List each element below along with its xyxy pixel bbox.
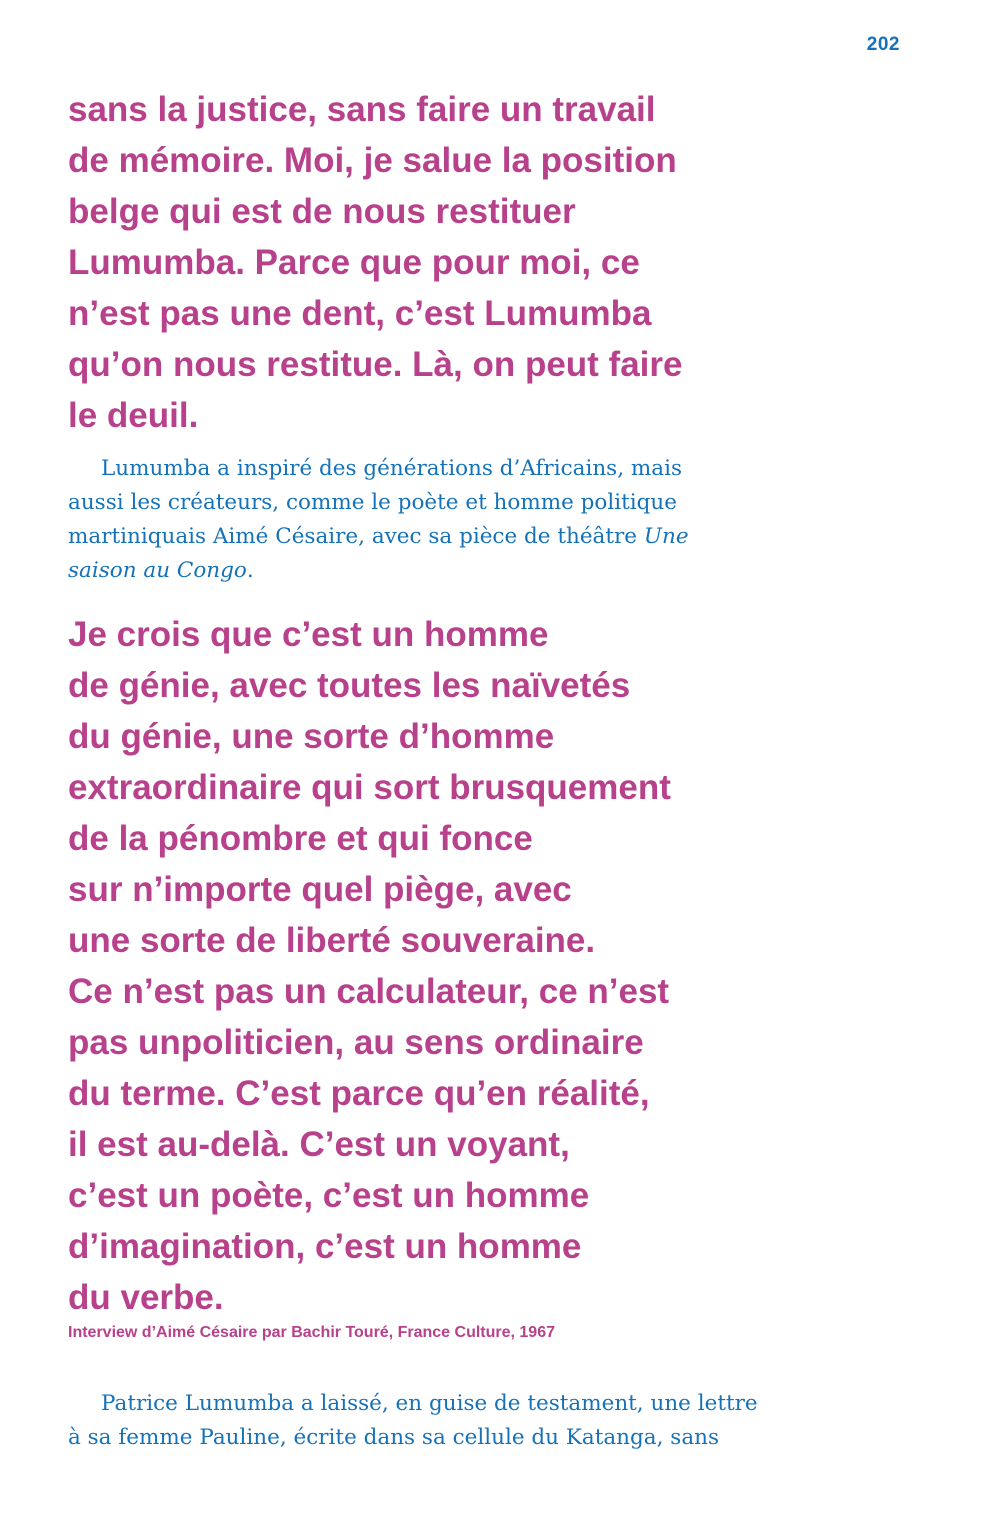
paragraph-text: martiniquais Aimé Césaire, avec sa pièce de théâtre bbox=[68, 524, 644, 549]
quote-line: d’imagination, c’est un homme bbox=[68, 1227, 582, 1266]
quote-line: Je crois que c’est un homme bbox=[68, 615, 549, 654]
body-paragraph-2 bbox=[68, 1387, 758, 1455]
quote-line: de mémoire. Moi, je salue la position bbox=[68, 141, 677, 180]
quote-line: le deuil. bbox=[68, 396, 199, 435]
paragraph-line: à sa femme Pauline, écrite dans sa cellule du Katanga, sans bbox=[68, 1425, 720, 1450]
quote-line: du terme. C’est parce qu’en réalité, bbox=[68, 1074, 650, 1113]
quote-line: c’est un poète, c’est un homme bbox=[68, 1176, 590, 1215]
play-title: saison au Congo bbox=[68, 558, 247, 583]
paragraph-text: . bbox=[246, 558, 254, 583]
quote-line: du génie, une sorte d’homme bbox=[68, 717, 555, 756]
play-title: Une bbox=[643, 524, 689, 549]
quote-line: sur n’importe quel piège, avec bbox=[68, 870, 572, 909]
paragraph-line bbox=[68, 520, 718, 554]
quote-line: une sorte de liberté souveraine. bbox=[68, 921, 596, 960]
quote-line: il est au-delà. C’est un voyant, bbox=[68, 1125, 570, 1164]
quote-attribution: Interview d’Aimé Césaire par Bachir Touré, France Culture, 1967 bbox=[68, 1324, 555, 1341]
quote-block-2 bbox=[68, 609, 728, 1323]
paragraph-line: aussi les créateurs, comme le poète et homme politique bbox=[68, 490, 677, 515]
paragraph-line bbox=[68, 554, 718, 588]
quote-line: Lumumba. Parce que pour moi, ce bbox=[68, 243, 640, 282]
quote-line: sans la justice, sans faire un travail bbox=[68, 90, 656, 129]
page-number: 202 bbox=[866, 34, 900, 55]
body-paragraph-1 bbox=[68, 452, 718, 588]
quote-line: qu’on nous restitue. Là, on peut faire bbox=[68, 345, 683, 384]
quote-line: extraordinaire qui sort brusquement bbox=[68, 768, 671, 807]
paragraph-line: Patrice Lumumba a laissé, en guise de testament, une lettre bbox=[101, 1391, 758, 1416]
quote-line: Ce n’est pas un calculateur, ce n’est bbox=[68, 972, 670, 1011]
quote-block-1 bbox=[68, 84, 728, 441]
quote-line: du verbe. bbox=[68, 1278, 224, 1317]
quote-line: n’est pas une dent, c’est Lumumba bbox=[68, 294, 652, 333]
quote-line: de la pénombre et qui fonce bbox=[68, 819, 533, 858]
paragraph-line: Lumumba a inspiré des générations d’Africains, mais bbox=[101, 456, 682, 481]
quote-line: pas unpoliticien, au sens ordinaire bbox=[68, 1023, 644, 1062]
quote-line: de génie, avec toutes les naïvetés bbox=[68, 666, 631, 705]
quote-line: belge qui est de nous restituer bbox=[68, 192, 576, 231]
